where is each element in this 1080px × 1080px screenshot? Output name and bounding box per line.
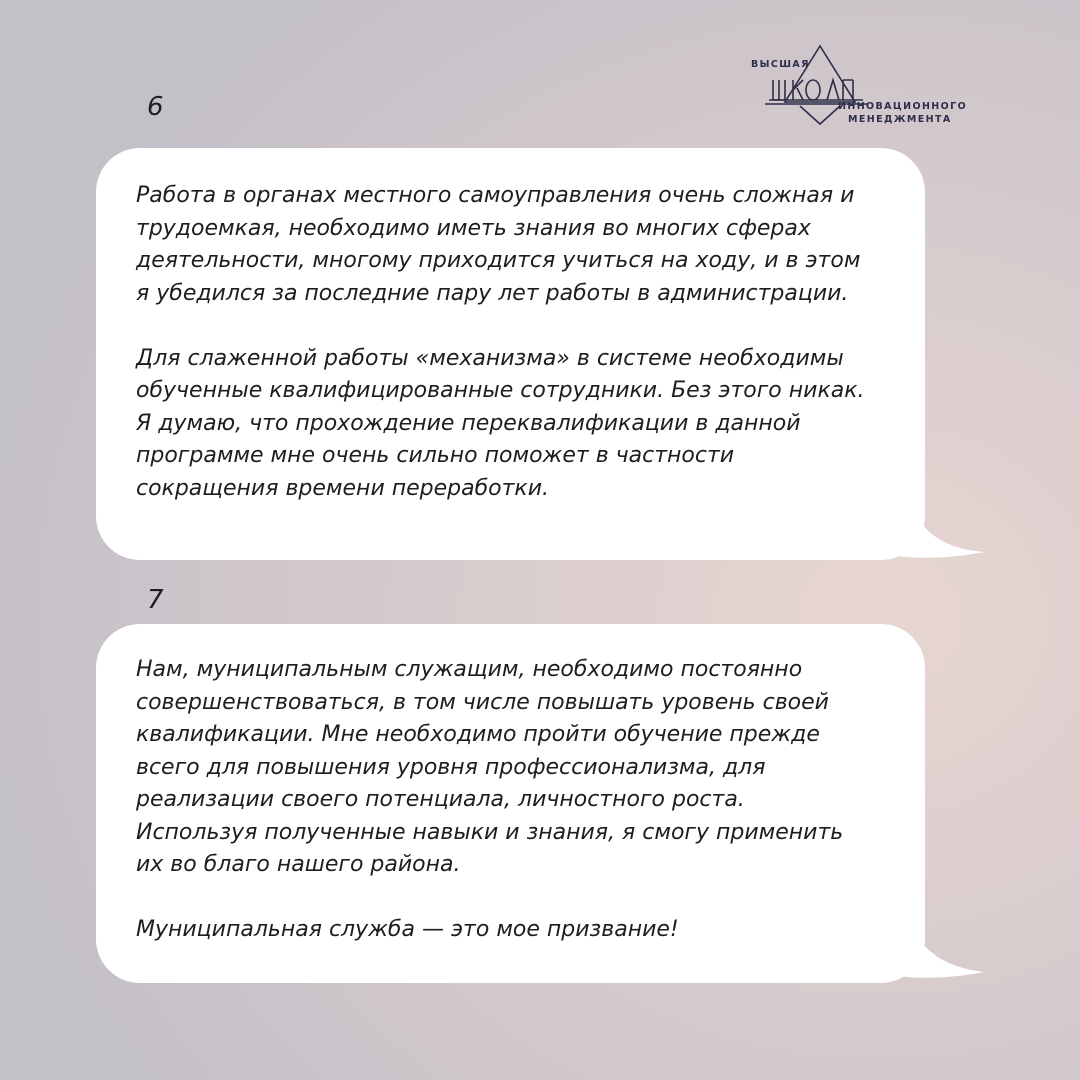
- text-line: реализации своего потенциала, личностного роста.: [136, 787, 745, 812]
- text-line: деятельности, многому приходится учиться на ходу, и в этом: [136, 248, 861, 273]
- text-line: Нам, муниципальным служащим, необходимо постоянно: [136, 657, 803, 682]
- text-line: совершенствоваться, в том числе повышать уровень своей: [136, 689, 829, 715]
- text-line: программе мне очень сильно поможет в частности: [136, 443, 735, 468]
- text-line: трудоемкая, необходимо иметь знания во многих сферах: [136, 215, 811, 241]
- logo-line-1: ВЫСШАЯ: [751, 59, 810, 70]
- text-line: всего для повышения уровня профессионализма, для: [136, 754, 766, 780]
- text-line: Я думаю, что прохождение переквалификации в данной: [136, 410, 801, 436]
- testimonial-bubble: [96, 624, 925, 983]
- text-line: я убедился за последние пару лет работы в администрации.: [136, 280, 849, 306]
- logo-line-2: ИННОВАЦИОННОГО: [838, 101, 968, 112]
- testimonial-text: [136, 654, 843, 947]
- text-line: Для слаженной работы «механизма» в системе необходимы: [136, 345, 844, 371]
- testimonial-number: 7: [147, 585, 164, 615]
- text-line: сокращения времени переработки.: [136, 475, 550, 501]
- testimonial-number: 6: [147, 92, 164, 122]
- text-line: Работа в органах местного самоуправления очень сложная и: [136, 183, 855, 208]
- text-line: квалификации. Мне необходимо пройти обучение прежде: [136, 722, 820, 747]
- text-line: Используя полученные навыки и знания, я смогу применить: [136, 819, 844, 845]
- testimonial-text: [136, 180, 865, 505]
- testimonial-bubble: [96, 148, 925, 560]
- logo-line-3: МЕНЕДЖМЕНТА: [848, 114, 952, 125]
- text-line: обученные квалифицированные сотрудники. Без этого никак.: [136, 378, 865, 403]
- text-line: Муниципальная служба — это мое призвание!: [136, 917, 679, 942]
- text-line: их во благо нашего района.: [136, 852, 461, 877]
